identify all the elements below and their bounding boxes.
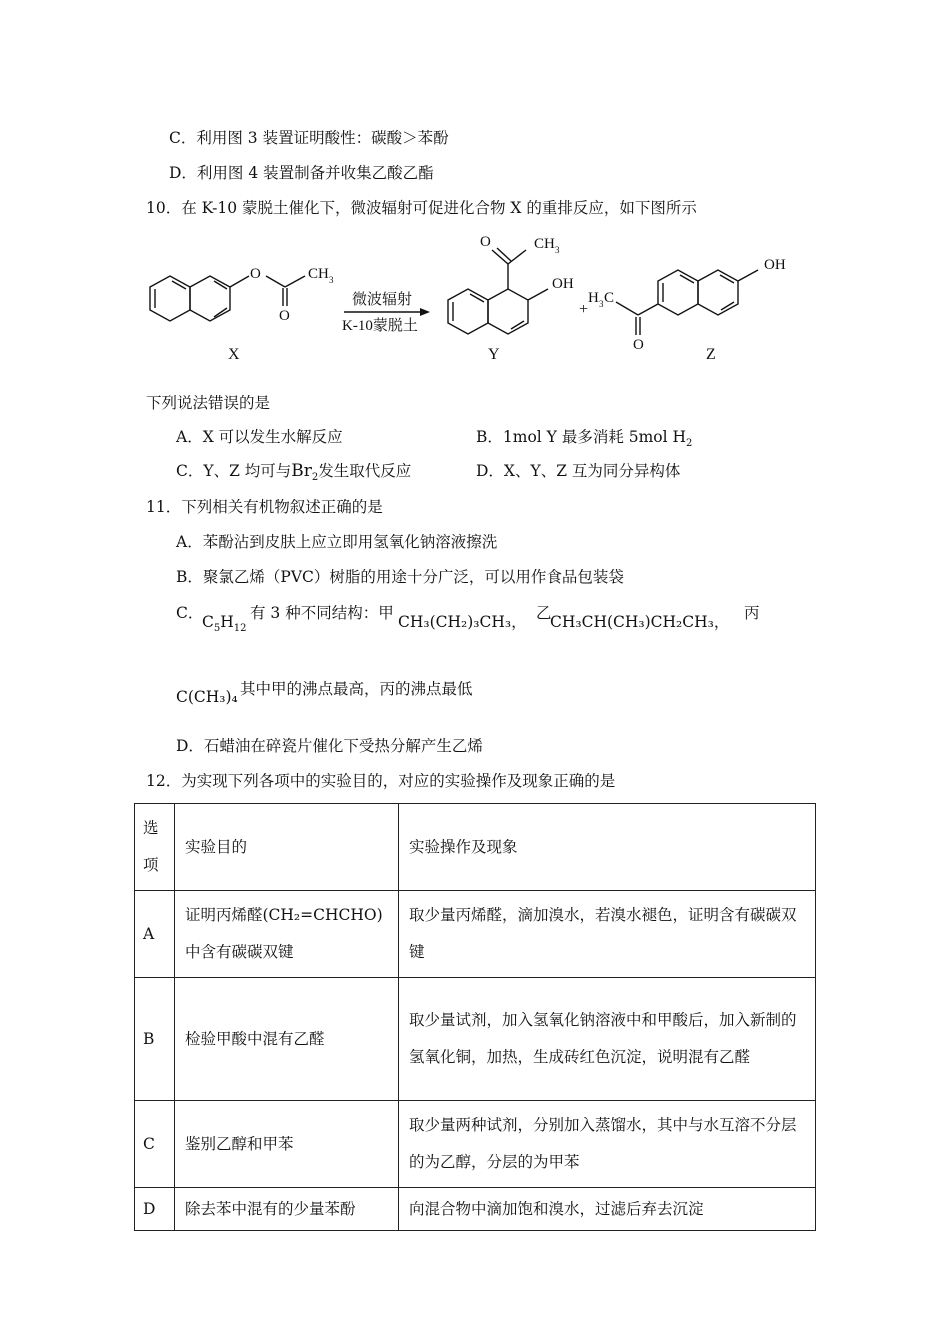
q12-stem: 12．为实现下列各项中的实验目的，对应的实验操作及现象正确的是 — [146, 772, 616, 790]
table-header-row — [135, 804, 816, 891]
label-x: X — [228, 346, 240, 363]
row-operation: 向混合物中滴加饱和溴水，过滤后弃去沉淀 — [399, 1188, 816, 1231]
q11-formula-jia: CH₃(CH₂)₃CH₃， — [398, 613, 527, 631]
row-option: B — [135, 978, 175, 1101]
reaction-scheme — [0, 222, 950, 372]
arrow-condition-bottom: K-10蒙脱土 — [342, 318, 418, 334]
arrow-condition-top: 微波辐射 — [352, 292, 413, 308]
x-methyl-sub: 3 — [329, 275, 334, 285]
label-z: Z — [706, 346, 716, 363]
q11-formula-yi: CH₃CH(CH₃)CH₂CH₃， — [550, 613, 730, 631]
table-row — [135, 891, 816, 978]
q9-option-c: C．利用图 3 装置证明酸性：碳酸＞苯酚 — [169, 129, 449, 147]
reaction-arrowhead — [420, 308, 430, 316]
row-option: D — [135, 1188, 175, 1231]
q11-formula-c5h12: $C_5H_{12}$ — [202, 613, 247, 634]
row-option: C — [135, 1101, 175, 1188]
y-methyl-ch: CH — [534, 236, 555, 252]
z-methyl-c: C — [604, 290, 615, 306]
x-ester-oxygen: O — [250, 266, 261, 282]
z-hydroxyl: OH — [764, 257, 786, 273]
y-hydroxyl: OH — [552, 276, 574, 292]
plus-sign: + — [579, 301, 589, 318]
table-row — [135, 1101, 816, 1188]
label-y: Y — [488, 346, 500, 363]
row-goal: 证明丙烯醛(CH₂=CHCHO)中含有碳碳双键 — [175, 891, 399, 978]
compound-y-structure — [448, 248, 548, 334]
q11-stem: 11．下列相关有机物叙述正确的是 — [146, 498, 383, 516]
y-methyl-sub: 3 — [555, 245, 560, 255]
header-operation: 实验操作及现象 — [399, 804, 816, 891]
z-methyl-sub: 3 — [599, 299, 604, 309]
compound-z-structure — [616, 270, 758, 335]
experiment-table — [134, 803, 816, 1231]
q9-option-d: D．利用图 4 装置制备并收集乙酸乙酯 — [169, 164, 434, 182]
z-carbonyl-oxygen: O — [633, 337, 644, 353]
q11-label-yi: 乙 — [536, 604, 552, 622]
q10-stem: 10．在 K-10 蒙脱土催化下，微波辐射可促进化合物 X 的重排反应，如下图所示 — [146, 199, 697, 217]
row-option: A — [135, 891, 175, 978]
q10-option-d: D．X、Y、Z 互为同分异构体 — [476, 462, 681, 480]
row-operation: 取少量两种试剂，分别加入蒸馏水，其中与水互溶不分层的为乙醇，分层的为甲苯 — [399, 1101, 816, 1188]
z-methyl-h: H — [588, 290, 599, 306]
q10-option-b: B．1mol Y 最多消耗 5mol $H_2$ — [476, 428, 693, 449]
q10-option-c: C．Y、Z 均可与$Br_2$发生取代反应 — [176, 461, 412, 483]
row-goal: 检验甲酸中混有乙醛 — [175, 978, 399, 1101]
q11-option-b: B．聚氯乙烯（PVC）树脂的用途十分广泛，可以用作食品包装袋 — [176, 568, 624, 586]
y-carbonyl-oxygen: O — [480, 234, 491, 250]
q11-option-a: A．苯酚沾到皮肤上应立即用氢氧化钠溶液擦洗 — [176, 533, 498, 551]
q11-option-c-conclusion: 其中甲的沸点最高，丙的沸点最低 — [240, 680, 473, 698]
q11-label-bing: 丙 — [744, 604, 760, 622]
q11-option-d: D．石蜡油在碎瓷片催化下受热分解产生乙烯 — [176, 737, 483, 755]
header-option: 选 项 — [135, 804, 175, 891]
q11-option-c-label: C． — [176, 604, 204, 622]
row-goal: 除去苯中混有的少量苯酚 — [175, 1188, 399, 1231]
table-row — [135, 1188, 816, 1231]
x-carbonyl-oxygen: O — [279, 308, 290, 324]
q10-prompt: 下列说法错误的是 — [146, 394, 271, 412]
q11-option-c-text: 有 3 种不同结构：甲 — [250, 604, 394, 622]
header-goal: 实验目的 — [175, 804, 399, 891]
x-methyl-ch: CH — [308, 266, 329, 282]
row-operation: 取少量试剂，加入氢氧化钠溶液中和甲酸后，加入新制的氢氧化铜，加热，生成砖红色沉淀，说明混有乙醛 — [399, 978, 816, 1101]
table-row — [135, 978, 816, 1101]
row-operation: 取少量丙烯醛，滴加溴水，若溴水褪色，证明含有碳碳双键 — [399, 891, 816, 978]
q10-option-a: A．X 可以发生水解反应 — [176, 428, 343, 446]
q11-formula-bing: C(CH₃)₄ — [176, 688, 238, 706]
row-goal: 鉴别乙醇和甲苯 — [175, 1101, 399, 1188]
